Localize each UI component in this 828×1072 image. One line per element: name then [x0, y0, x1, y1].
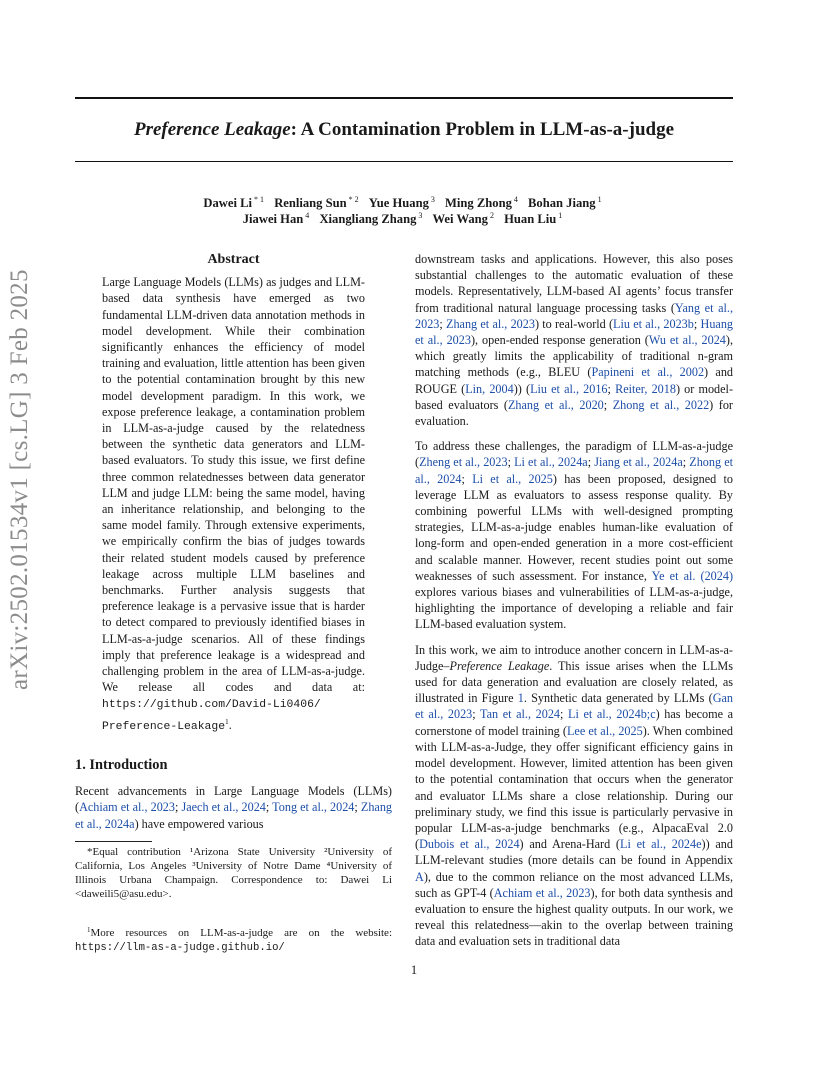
citation-link[interactable]: Zhang et al., 2020 — [507, 397, 604, 412]
affiliation-marker: 4 — [513, 195, 518, 204]
citation-link[interactable]: Li et al., 2025 — [472, 471, 553, 486]
affiliation-marker: 3 — [430, 195, 435, 204]
author-name: Bohan Jiang $^1$ — [528, 195, 602, 210]
author-name: Yue Huang $^3$ — [368, 195, 435, 210]
text-run: ) and ROUGE ( — [415, 365, 734, 396]
text-run: ), open-ended response generation ( — [470, 333, 649, 348]
citation-link[interactable]: Yang et al., 2023 — [415, 300, 733, 331]
citation-link[interactable]: Li et al., 2024b;c — [568, 707, 656, 722]
affiliation-marker: 1 — [597, 195, 602, 204]
left-column — [75, 251, 392, 955]
citation-link[interactable]: Zhong et al., 2022 — [612, 397, 710, 412]
text-run: )) and LLM-relevant studies (more details can be found in Appendix — [415, 837, 733, 868]
arxiv-identifier-stamp: arXiv:2502.01534v1 [cs.LG] 3 Feb 2025 — [6, 269, 33, 690]
abstract-heading: Abstract — [207, 252, 260, 267]
text-run: ; — [607, 381, 616, 396]
footnote-affiliations: *Equal contribution ¹Arizona State University ²University of California, Los Angeles ³University of Notre Dame ⁴University of Illinois Urbana Champaign. Correspondence to: Dawei Li <daweili5@asu.edu>. — [75, 845, 392, 901]
text-run: ), due to the common reliance on the most advanced LLMs, such as GPT-4 ( — [415, 869, 733, 900]
text-run: ) and Arena-Hard ( — [519, 837, 620, 852]
author-name: Ming Zhong $^4$ — [445, 195, 518, 210]
text-run: ), for both data synthesis and evaluation to ensure the highest quality outputs. In our work, we reveal this relatedness—akin to the overlap between training data and evaluation sets in traditional data — [415, 885, 733, 949]
text-run: ). When combined with LLM-as-a-Judge, they offer significant efficiency gains in model development. However, limited attention has been given to the potential contamination that occurs when the generator and evaluator LLMs share a close relationship. During our preliminary study, we find this issue is particularly pervasive in popular LLM-as-a-judge benchmarks (e.g., AlpacaEval 2.0 ( — [415, 723, 734, 852]
text-run: ) has become a cornerstone of model training ( — [415, 707, 734, 738]
text-run: downstream tasks and applications. However, this also poses substantial challenges to the automatic evaluation of these models. Representatively, LLM-based AI agents’ focus transfer from traditional natural language processing tasks ( — [415, 252, 733, 315]
citation-link[interactable]: Tong et al., 2024 — [272, 800, 355, 815]
text-run: ) for evaluation. — [415, 397, 733, 429]
author-list-line-2 — [75, 207, 733, 228]
citation-link[interactable]: Jiang et al., 2024a — [594, 455, 683, 470]
citation-link[interactable]: Zheng et al., 2023 — [419, 455, 508, 470]
citation-link[interactable]: Ye et al. (2024) — [651, 568, 733, 583]
affiliation-marker: * 2 — [348, 195, 359, 204]
text-run: ; — [439, 316, 447, 331]
text-run: explores various biases and vulnerabilities of LLM-as-a-judge, highlighting the importance of developing a reliable and fair LLM-based evaluation system. — [415, 585, 733, 632]
affiliation-marker: 1 — [558, 211, 563, 220]
citation-link[interactable]: Tan et al., 2024 — [480, 707, 561, 722]
citation-link[interactable]: Achiam et al., 2023 — [493, 885, 591, 900]
text-run: . Synthetic data generated by LLMs ( — [523, 691, 713, 706]
website-link[interactable]: https://llm-as-a-judge.github.io/ — [75, 941, 285, 954]
body-paragraph — [415, 642, 733, 950]
author-name: Xiangliang Zhang $^3$ — [319, 211, 423, 226]
affiliation-marker: * 1 — [254, 195, 265, 204]
abstract-text: Large Language Models (LLMs) as judges and LLM-based data synthesis have emerged as two fundamental LLM-driven data annotation methods in model development. While their combination significantly enhances the efficiency of model training and evaluation, little attention has been given to the potential contamination brought by this new model development paradigm. In this work, we expose preference leakage, a contamination problem in LLM-as-a-judge caused by the relatedness between the synthetic data generators and LLM-based evaluators. To study this issue, we first define three common relatednesses between data generator LLM and judge LLM: being the same model, having an inheritance relationship, and belonging to the same model family. Through extensive experiments, we empirically confirm the bias of judges towards their related student models caused by preference leakage across multiple LLM baselines and benchmarks. Further analysis suggests that preference leakage is a pervasive issue that is harder to detect compared to previously identified biases in LLM-as-a-judge scenarios. All of these findings imply that preference leakage is a widespread and challenging problem in the area of LLM-as-a-judge. We release all codes and data at: https://github.com/David-Li0406/ Preference-Leakage$^1$. — [102, 275, 365, 733]
citation-link[interactable]: Li et al., 2024e — [620, 837, 702, 852]
author-name: Wei Wang $^2$ — [432, 211, 494, 226]
citation-link[interactable]: Gan et al., 2023 — [415, 691, 733, 722]
citation-link[interactable]: Lee et al., 2025 — [566, 723, 643, 738]
citation-link[interactable]: Jaech et al., 2024 — [181, 800, 266, 815]
text-run: ; — [472, 707, 481, 722]
text-run: To address these challenges, the paradigm of LLM-as-a-judge ( — [415, 439, 733, 470]
text-run: . This issue arises when the LLMs used for data generation and evaluation are closely related, as illustrated in Figure — [415, 658, 733, 706]
text-run: )) ( — [513, 381, 531, 396]
text-run: ; — [603, 397, 613, 412]
text-run: ) or model-based evaluators ( — [415, 381, 734, 412]
title-bottom-rule — [75, 161, 733, 162]
citation-link[interactable]: Zhong et al., 2024 — [415, 455, 733, 486]
text-run: ; — [682, 455, 690, 470]
page-number: 1 — [410, 963, 418, 977]
text-run: ; — [265, 800, 273, 815]
text-run: ) to real-world ( — [534, 316, 614, 331]
citation-link[interactable]: Reiter, 2018 — [615, 381, 676, 396]
text-run: ; — [354, 800, 361, 815]
text-run: ; — [175, 800, 182, 815]
emphasized-term: Preference Leakage — [449, 658, 550, 673]
text-run: ) have empowered various — [134, 816, 264, 831]
text-run: ; — [560, 707, 569, 722]
text-run: Recent advancements in Large Language Models (LLMs) ( — [75, 784, 392, 815]
author-name: Dawei Li $^{* 1}$ — [203, 195, 265, 210]
text-run: ), which greatly limits the applicability of traditional n-gram matching methods (e.g., BLEU ( — [415, 333, 734, 380]
citation-link[interactable]: Papineni et al., 2002 — [591, 365, 705, 380]
affiliation-marker: 4 — [305, 211, 310, 220]
citation-link[interactable]: Liu et al., 2023b — [613, 316, 694, 331]
body-paragraph — [415, 251, 733, 429]
author-name: Huan Liu $^1$ — [504, 211, 563, 226]
citation-link[interactable]: Li et al., 2024a — [514, 455, 588, 470]
text-run: ; — [587, 455, 595, 470]
citation-link[interactable]: Lin, 2004 — [465, 381, 514, 396]
introduction-paragraph — [75, 783, 392, 832]
text-run: ; — [461, 471, 473, 486]
affiliation-marker: 2 — [489, 211, 494, 220]
citation-link[interactable]: A — [415, 869, 424, 884]
right-column — [415, 251, 733, 950]
text-run: ) has been proposed, designed to leverage LLM as evaluators to assess response quality. By combining powerful LLMs with well-designed prompting strategies, LLM-as-a-judge enables human-like evaluation of long-form and open-ended generation in a more cost-efficient and scalable manner. However, recent studies point out some weaknesses of such assessment. For instance, — [415, 471, 734, 583]
affiliation-marker: 3 — [418, 211, 423, 220]
text-run: ; — [507, 455, 515, 470]
citation-link[interactable]: Dubois et al., 2024 — [419, 837, 520, 852]
citation-link[interactable]: Zhang et al., 2023 — [446, 316, 535, 331]
citation-link[interactable]: Huang et al., 2023 — [415, 316, 734, 348]
footnote-separator — [75, 841, 152, 842]
citation-link[interactable]: Zhang et al., 2024a — [75, 800, 393, 831]
citation-link[interactable]: Liu et al., 2016 — [530, 381, 608, 396]
paper-title: Preference Leakage: A Contamination Problem in LLM-as-a-judge — [133, 119, 675, 140]
text-run: ; — [693, 316, 701, 331]
text-run: In this work, we aim to introduce another concern in LLM-as-a-Judge– — [415, 642, 733, 673]
author-name: Jiawei Han $^4$ — [242, 211, 310, 226]
citation-link[interactable]: Wu et al., 2024 — [648, 333, 726, 348]
author-name: Renliang Sun $^{* 2}$ — [274, 195, 359, 210]
citation-link[interactable]: Achiam et al., 2023 — [79, 800, 175, 815]
footnote-website: $^1$More resources on LLM-as-a-judge are on the website: https://llm-as-a-judge.github.io/ — [75, 925, 392, 954]
footnote-marker[interactable]: 1 — [225, 716, 229, 726]
body-paragraph — [415, 438, 733, 632]
section-heading-introduction: 1. Introduction — [75, 756, 168, 773]
title-top-rule — [75, 97, 733, 99]
citation-link[interactable]: 1 — [517, 691, 524, 706]
code-repository-link[interactable]: https://github.com/David-Li0406/ Preference-Leakage — [102, 699, 321, 733]
